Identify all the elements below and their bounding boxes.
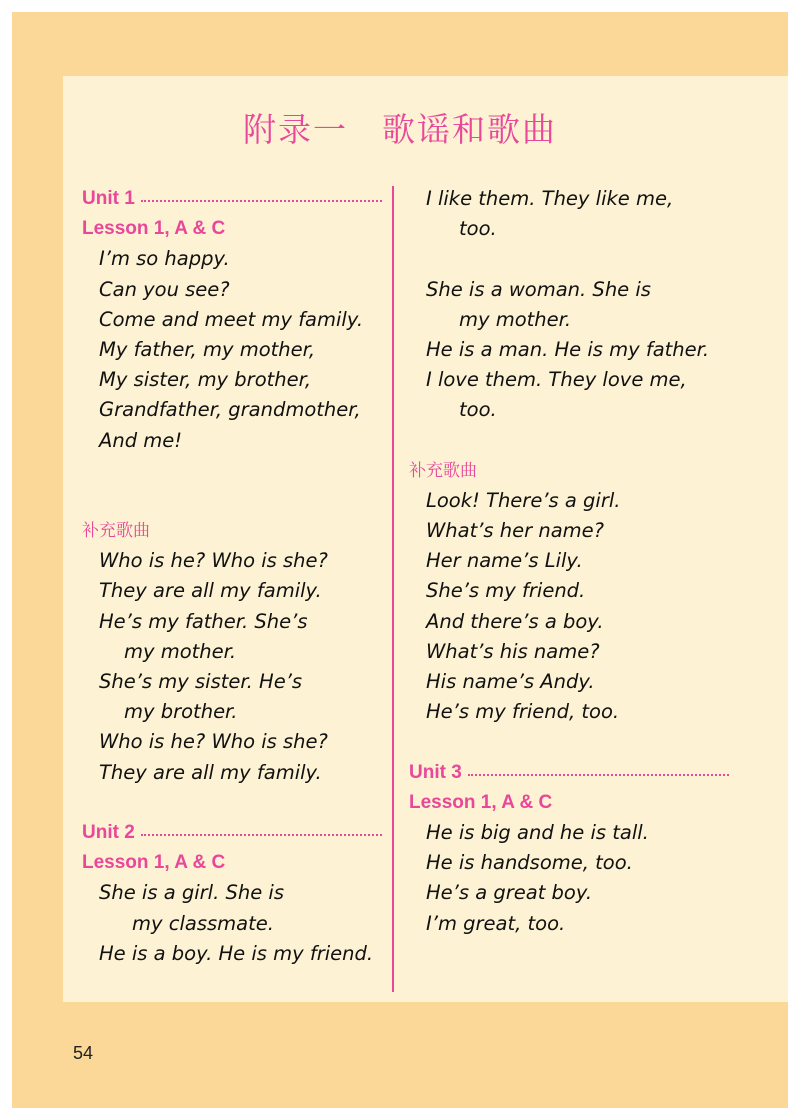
verse-line: What’s his name?: [426, 639, 600, 663]
verse-line: I’m so happy.: [99, 247, 230, 271]
verse-line: She is a girl. She is: [99, 881, 284, 905]
verse-line: Come and meet my family.: [99, 307, 364, 331]
verse-line: And me!: [99, 428, 183, 452]
verse-line: He is big and he is tall.: [426, 820, 649, 844]
verse-line: my mother.: [124, 639, 237, 663]
unit-3-heading: [409, 758, 729, 788]
title-part-2: 歌谣和歌曲: [382, 110, 557, 149]
verse-line: too.: [459, 217, 497, 241]
right-column: [409, 184, 729, 939]
verse-line: He is handsome, too.: [426, 851, 633, 875]
verse-line: Her name’s Lily.: [426, 549, 583, 573]
verse-line: Look! There’s a girl.: [426, 488, 621, 512]
verse-line: She’s my sister. He’s: [99, 670, 303, 693]
verse-line: She’s my friend.: [426, 579, 586, 603]
verse-line: He is a man. He is my father.: [426, 337, 710, 361]
verse-line: My father, my mother,: [99, 337, 316, 361]
verse-line: He’s my friend, too.: [426, 700, 620, 724]
unit-2-heading: [82, 818, 382, 848]
unit-2-lesson-label: Lesson 1, A & C: [82, 852, 226, 874]
left-column: [82, 184, 382, 969]
verse-line: His name’s Andy.: [426, 670, 595, 693]
verse-line: He’s a great boy.: [426, 881, 593, 905]
verse-line: my brother.: [124, 700, 238, 724]
title-part-1: 附录一: [243, 110, 348, 149]
supplementary-song-label: 补充歌曲: [409, 460, 477, 481]
page-number: 54: [73, 1043, 94, 1063]
verse-line: He’s my father. She’s: [99, 609, 308, 633]
verse-line: my classmate.: [132, 911, 274, 935]
dotted-rule: [468, 774, 729, 776]
verse-line: And there’s a boy.: [426, 609, 604, 633]
unit-2-label: Unit 2: [82, 821, 135, 843]
verse-line: I love them. They love me,: [426, 368, 687, 392]
verse-line: Who is he? Who is she?: [99, 549, 328, 573]
page-title: [0, 104, 800, 151]
verse-line: What’s her name?: [426, 519, 605, 543]
verse-line: My sister, my brother,: [99, 368, 312, 392]
verse-line: They are all my family.: [99, 579, 322, 603]
unit-1-heading: [82, 184, 382, 214]
verse-line: He is a boy. He is my friend.: [99, 941, 374, 965]
unit-1-lesson-label: Lesson 1, A & C: [82, 218, 226, 240]
verse-line: too.: [459, 398, 497, 422]
verse-line: I like them. They like me,: [426, 187, 674, 210]
supplementary-song-label: 补充歌曲: [82, 521, 150, 542]
unit-3-lesson-label: Lesson 1, A & C: [409, 791, 553, 813]
verse-line: I’m great, too.: [426, 911, 566, 935]
dotted-rule: [141, 200, 382, 202]
verse-line: Grandfather, grandmother,: [99, 398, 361, 422]
verse-line: Who is he? Who is she?: [99, 730, 328, 754]
verse-line: They are all my family.: [99, 760, 322, 784]
unit-1-label: Unit 1: [82, 188, 135, 209]
verse-line: She is a woman. She is: [426, 277, 651, 301]
dotted-rule: [141, 834, 382, 836]
verse-line: my mother.: [459, 307, 572, 331]
unit-3-label: Unit 3: [409, 761, 462, 783]
column-divider: [392, 186, 394, 992]
verse-line: Can you see?: [99, 277, 230, 301]
